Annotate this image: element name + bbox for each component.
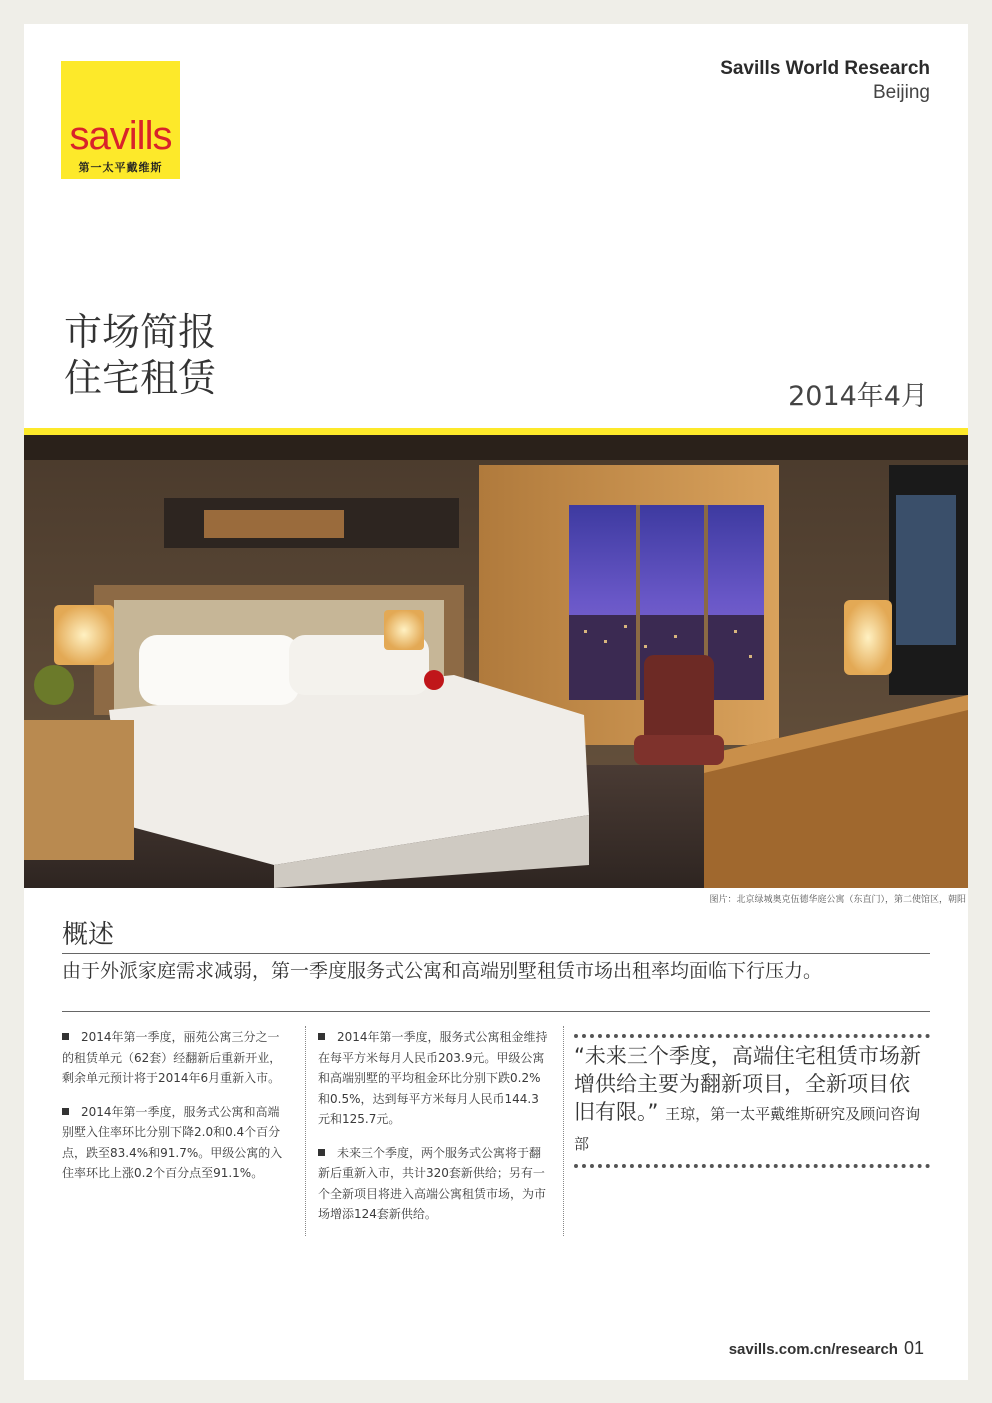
column-divider: [563, 1026, 565, 1236]
bullet-text: 2014年第一季度，丽苑公寓三分之一的租赁单元（62套）经翻新后重新开业，剩余单元预计将于2014年6月重新入市。: [62, 1030, 282, 1085]
column-1: [62, 1027, 290, 1197]
document-page: [24, 24, 968, 1380]
bullet-paragraph: [318, 1143, 550, 1225]
footer-url[interactable]: savills.com.cn/research: [728, 1341, 898, 1358]
bullet-text: 未来三个季度，两个服务式公寓将于翻新后重新入市，共计320套新供给；另有一个全新项目将进入高端公寓租赁市场，为市场增添124套新供给。: [318, 1145, 547, 1221]
accent-bar: [24, 428, 968, 435]
pull-quote: [574, 1042, 930, 1158]
overview-lead: 由于外派家庭需求减弱，第一季度服务式公寓和高端别墅租赁市场出租率均面临下行压力。: [62, 960, 823, 982]
bullet-text: 2014年第一季度，服务式公寓租金维持在每平方米每月人民币203.9元。甲级公寓和高端别墅的平均租金环比分别下跌0.2%和0.5%，达到每平方米每月人民币144.3元和125.7元。: [318, 1030, 548, 1126]
header-title: Savills World Research: [720, 58, 930, 79]
footer: [729, 1338, 924, 1359]
title-line-2: 住宅租赁: [64, 356, 217, 400]
report-date: 2014年4月: [788, 381, 928, 412]
hero-photo-bedroom: [24, 435, 968, 888]
logo-chinese-name: 第一太平戴维斯: [78, 161, 163, 174]
logo-wordmark: savills: [69, 114, 172, 158]
savills-logo: [61, 61, 180, 179]
column-2: [318, 1027, 550, 1238]
bullet-square-icon: [62, 1033, 69, 1040]
report-title: [64, 309, 216, 401]
bullet-paragraph: [62, 1102, 290, 1184]
bullet-square-icon: [318, 1149, 325, 1156]
photo-caption: 图片：北京绿城奥克伍德华庭公寓（东直门），第二使馆区，朝阳: [709, 895, 966, 905]
quote-rule-bottom: [574, 1164, 930, 1168]
bullet-paragraph: [62, 1027, 290, 1089]
header-city: Beijing: [872, 82, 930, 103]
bullet-square-icon: [318, 1033, 325, 1040]
page-number: 01: [903, 1338, 924, 1358]
overview-rule-bottom: [62, 1011, 930, 1012]
bullet-text: 2014年第一季度，服务式公寓和高端别墅入住率环比分别下降2.0和0.4个百分点，跌至83.4%和91.7%。甲级公寓的入住率环比上涨0.2个百分点至91.1%。: [62, 1104, 283, 1180]
overview-heading: 概述: [62, 920, 115, 950]
bullet-paragraph: [318, 1027, 550, 1130]
quote-attribution: 王琼，第一太平戴维斯研究及顾问咨询部: [574, 1105, 921, 1153]
bullet-square-icon: [62, 1108, 69, 1115]
quote-text: “未来三个季度，高端住宅租赁市场新增供给主要为翻新项目，全新项目依旧有限。”: [574, 1044, 921, 1124]
title-line-1: 市场简报: [64, 310, 217, 354]
column-divider: [305, 1026, 307, 1236]
overview-rule-top: [62, 953, 930, 954]
quote-rule-top: [574, 1034, 930, 1038]
